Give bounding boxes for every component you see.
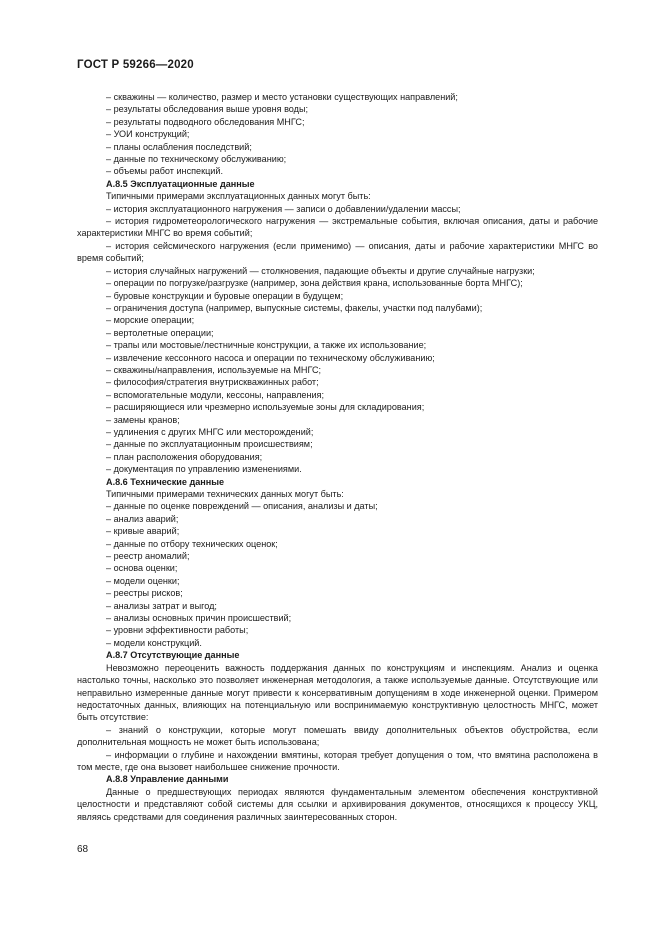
section-intro: Типичными примерами эксплуатационных данных могут быть: (106, 191, 371, 202)
page-header: ГОСТ Р 59266—2020 (77, 59, 194, 71)
list-item: – скважины — количество, размер и место установки существующих направлений; (106, 92, 458, 102)
list-item: – информации о глубине и нахождении вмятины, которая требует допущения о том, что вмятина расположена в том месте, где она вызовет наибольшее снижение прочности. (77, 749, 598, 772)
section-heading-a85: А.8.5 Эксплуатационные данные (106, 178, 255, 189)
list-item: – данные по техническому обслуживанию; (106, 154, 287, 165)
list-item: – вспомогательные модули, кессоны, направления; (106, 389, 324, 400)
list-item: – анализ аварий; (106, 513, 179, 524)
list-item: – реестры рисков; (106, 588, 183, 599)
page-number: 68 (77, 844, 89, 855)
list-item: – кривые аварий; (106, 526, 180, 537)
list-a (77, 91, 598, 178)
list-item: – анализы затрат и выгод; (106, 600, 217, 611)
list-item: – данные по оценке повреждений — описания, анализы и даты; (106, 501, 378, 512)
page-content (77, 91, 598, 823)
list-a86 (77, 500, 598, 649)
list-item: – история гидрометеорологического нагружения — экстремальные события, включая описания, даты и рабочие характеристики МНГС во время событий; (77, 216, 598, 239)
list-item: – замены кранов; (106, 414, 180, 425)
list-item: – морские операции; (106, 315, 195, 326)
list-item: – реестр аномалий; (106, 551, 190, 562)
list-item: – модели оценки; (106, 575, 180, 586)
section-paragraph: Невозможно переоценить важность поддержания данных по конструкциям и инспекциям. Анализ и оценка настолько точны, насколько это позволяет инженерная методология, а также используемые данные. Отсутствующие или неправильно измеренные данные могут привести к консервативным допущениям в ходе инженерной оценки. Примером недостаточных данных, влияющих на потенциальную или воспринимаемую конструктивную целостность МНГС, может быть отсутствие: (77, 662, 598, 723)
list-item: – операции по погрузке/разгрузке (например, зона действия крана, использованные борта МНГС); (106, 278, 523, 289)
list-a85 (77, 203, 598, 476)
list-item: – модели конструкций. (106, 637, 202, 648)
list-item: – УОИ конструкций; (106, 129, 190, 140)
list-item: – трапы или мостовые/лестничные конструкции, а также их использование; (106, 340, 427, 351)
section-heading-a87: А.8.7 Отсутствующие данные (106, 650, 240, 661)
section-intro: Типичными примерами технических данных могут быть: (106, 489, 344, 499)
list-item: – скважины/направления, используемые на МНГС; (106, 364, 322, 375)
list-item: – результаты обследования выше уровня воды; (106, 104, 309, 115)
section-heading-a86: А.8.6 Технические данные (106, 476, 225, 487)
list-item: – документация по управлению изменениями. (106, 464, 302, 475)
list-item: – знаний о конструкции, которые могут помешать ввиду дополнительных объектов обустройства, если дополнительная мощность не может быть использована; (77, 724, 598, 748)
list-item: – философия/стратегия внутрискважинных работ; (106, 377, 319, 388)
list-item: – удлинения с других МНГС или месторождений; (106, 426, 314, 437)
list-item: – уровни эффективности работы; (106, 625, 249, 636)
list-item: – вертолетные операции; (106, 327, 214, 338)
list-item: – данные по эксплуатационным происшествиям; (106, 439, 313, 450)
list-item: – ограничения доступа (например, выпускные системы, факелы, участки под палубами); (106, 302, 483, 313)
section-heading-a88: А.8.8 Управление данными (106, 774, 229, 785)
list-item: – буровые конструкции и буровые операции в будущем; (106, 290, 344, 301)
list-item: – результаты подводного обследования МНГС; (106, 116, 305, 127)
list-item: – анализы основных причин происшествий; (106, 613, 292, 624)
list-item: – история случайных нагружений — столкновения, падающие объекты и другие случайные нагрузки; (106, 265, 535, 276)
section-paragraph: Данные о предшествующих периодах являются фундаментальным элементом обеспечения конструктивной целостности и представляют собой системы для ссылки и архивирования документов, относящихся к процессу УКЦ, являясь средствами для соединения различных заинтересованных сторон. (77, 786, 598, 822)
list-item: – планы ослабления последствий; (106, 141, 252, 152)
list-item: – расширяющиеся или чрезмерно используемые зоны для складирования; (106, 402, 425, 413)
list-item: – объемы работ инспекций. (106, 166, 223, 177)
list-item: – основа оценки; (106, 563, 178, 574)
list-item: – история эксплуатационного нагружения — записи о добавлении/удалении массы; (106, 203, 461, 214)
list-item: – извлечение кессонного насоса и операции по техническому обслуживанию; (106, 352, 435, 363)
list-item: – план расположения оборудования; (106, 451, 263, 462)
list-item: – история сейсмического нагружения (если применимо) — описания, даты и рабочие характеристики МНГС во время событий; (77, 240, 598, 264)
list-item: – данные по отбору технических оценок; (106, 538, 278, 549)
